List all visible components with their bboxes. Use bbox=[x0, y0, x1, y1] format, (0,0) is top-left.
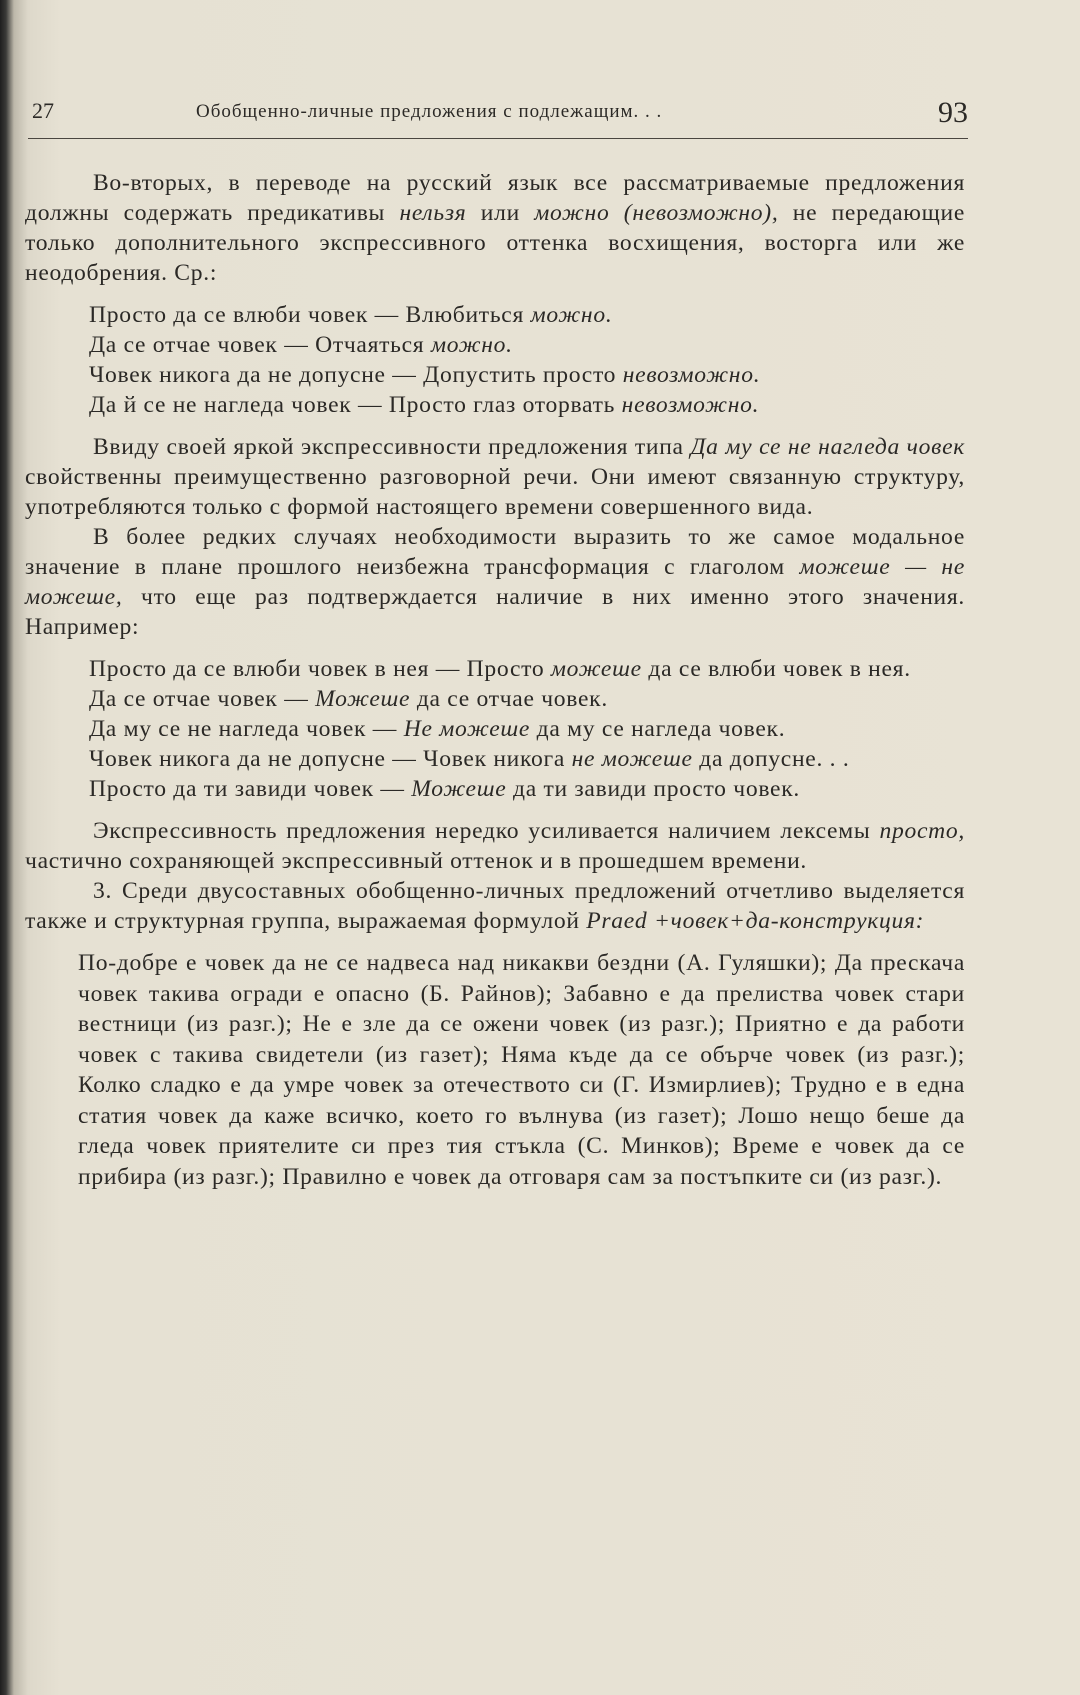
italic-term: можно (невозможно), bbox=[534, 200, 779, 226]
italic-term: можеше — не можеше, bbox=[25, 554, 966, 610]
italic-term: Можеше bbox=[411, 776, 507, 802]
text: да допусне. . . bbox=[692, 746, 850, 772]
examples-block: По-добре е човек да не се надвеса над никакви бездни (А. Гуляшки); Да прескача човек такива огради е опасно (Б. Райнов); Забавно е да прелиства човек стари вестници (из разг.); Не е зле да се ожени човек (из разг.); Приятно е да работи човек с такива свидетели (из газет); Няма къде да се обърче човек (из разг.); Колко сладко е да умре човек за отечеството си (Г. Измирлиев); Трудно е в една статия човек да каже всичко, което го вълнува (из газет); Лошо нещо беше да гледа човек приятелите си през тия стъкла (С. Минков); Време е човек да се прибира (из разг.); Правилно е човек да отговаря сам за постъпките си (из разг.). bbox=[78, 950, 965, 1190]
paragraph-1 bbox=[25, 168, 965, 288]
text: да се влюби човек в нея. bbox=[641, 656, 911, 682]
text: Да й се не нагледа човек — Просто глаз оторвать bbox=[89, 392, 622, 418]
text: Да се отчае човек — bbox=[89, 686, 316, 712]
text: да му се нагледа човек. bbox=[530, 716, 786, 742]
text: да ти завиди просто човек. bbox=[506, 776, 800, 802]
italic-formula: +човек+да-конструкция: bbox=[647, 908, 925, 934]
example-line bbox=[25, 654, 965, 684]
italic-term: нельзя bbox=[399, 200, 467, 226]
example-line bbox=[25, 300, 965, 330]
italic-term: можно. bbox=[430, 332, 513, 358]
text: свойственны преимущественно разговорной речи. Они имеют связанную структуру, употребляются только с формой настоящего времени совершенного вида. bbox=[25, 464, 965, 520]
text: частично сохраняющей экспрессивный оттенок и в прошедшем времени. bbox=[25, 848, 808, 874]
running-header bbox=[28, 98, 968, 139]
example-line bbox=[25, 684, 965, 714]
text: Човек никога да не допусне — Допустить просто bbox=[89, 362, 623, 388]
text: Во-вторых, в переводе на русский язык все рассматриваемые предложения должны содержать предикативы bbox=[25, 170, 965, 226]
text: не передающие только дополнительного экспрессивного оттенка восхищения, восторга или же неодобрения. Ср.: bbox=[25, 200, 966, 286]
italic-term: не можеше bbox=[571, 746, 693, 772]
italic-term: Да му се не нагледа човек bbox=[690, 434, 965, 460]
example-line bbox=[25, 330, 965, 360]
text: да се отчае човек. bbox=[410, 686, 608, 712]
italic-term: Можеше bbox=[315, 686, 411, 712]
italic-term: просто, bbox=[879, 818, 965, 844]
page-number: 93 bbox=[938, 96, 968, 129]
paragraph-5 bbox=[25, 876, 965, 936]
example-line bbox=[25, 714, 965, 744]
text: или bbox=[466, 200, 535, 226]
text: Да му се не нагледа човек — bbox=[89, 716, 404, 742]
example-line bbox=[25, 774, 965, 804]
italic-term: можно. bbox=[530, 302, 613, 328]
text: 3. Среди двусоставных обобщенно-личных предложений отчетливо выделяется также и структурная группа, выражаемая формулой bbox=[25, 878, 965, 934]
italic-term: невозможно. bbox=[622, 362, 761, 388]
example-line bbox=[25, 744, 965, 774]
text: Човек никога да не допусне — Човек никога bbox=[89, 746, 572, 772]
header-left-number: 27 bbox=[32, 98, 54, 123]
text: Просто да се влюби човек — Влюбиться bbox=[89, 302, 531, 328]
text: Просто да ти завиди човек — bbox=[89, 776, 412, 802]
italic-formula: Praed bbox=[586, 908, 648, 934]
text: что еще раз подтверждается наличие в них именно этого значения. Например: bbox=[25, 584, 965, 640]
running-title: Обобщенно-личные предложения с подлежащим. . . bbox=[196, 101, 663, 122]
italic-term: Не можеше bbox=[403, 716, 531, 742]
paragraph-3 bbox=[25, 522, 965, 642]
italic-term: можеше bbox=[550, 656, 642, 682]
text: Да се отчае човек — Отчаяться bbox=[89, 332, 431, 358]
paragraph-4 bbox=[25, 816, 965, 876]
example-line bbox=[25, 390, 965, 420]
text: Экспрессивность предложения нередко усиливается наличием лексемы bbox=[93, 818, 880, 844]
text: Ввиду своей яркой экспрессивности предложения типа bbox=[93, 434, 691, 460]
paragraph-2 bbox=[25, 432, 965, 522]
text: В более редких случаях необходимости выразить то же самое модальное значение в плане прошлого неизбежна трансформация с глаголом bbox=[25, 524, 965, 580]
italic-term: невозможно. bbox=[621, 392, 760, 418]
text: Просто да се влюби човек в нея — Просто bbox=[89, 656, 551, 682]
example-line bbox=[25, 360, 965, 390]
page-body bbox=[25, 168, 965, 1192]
